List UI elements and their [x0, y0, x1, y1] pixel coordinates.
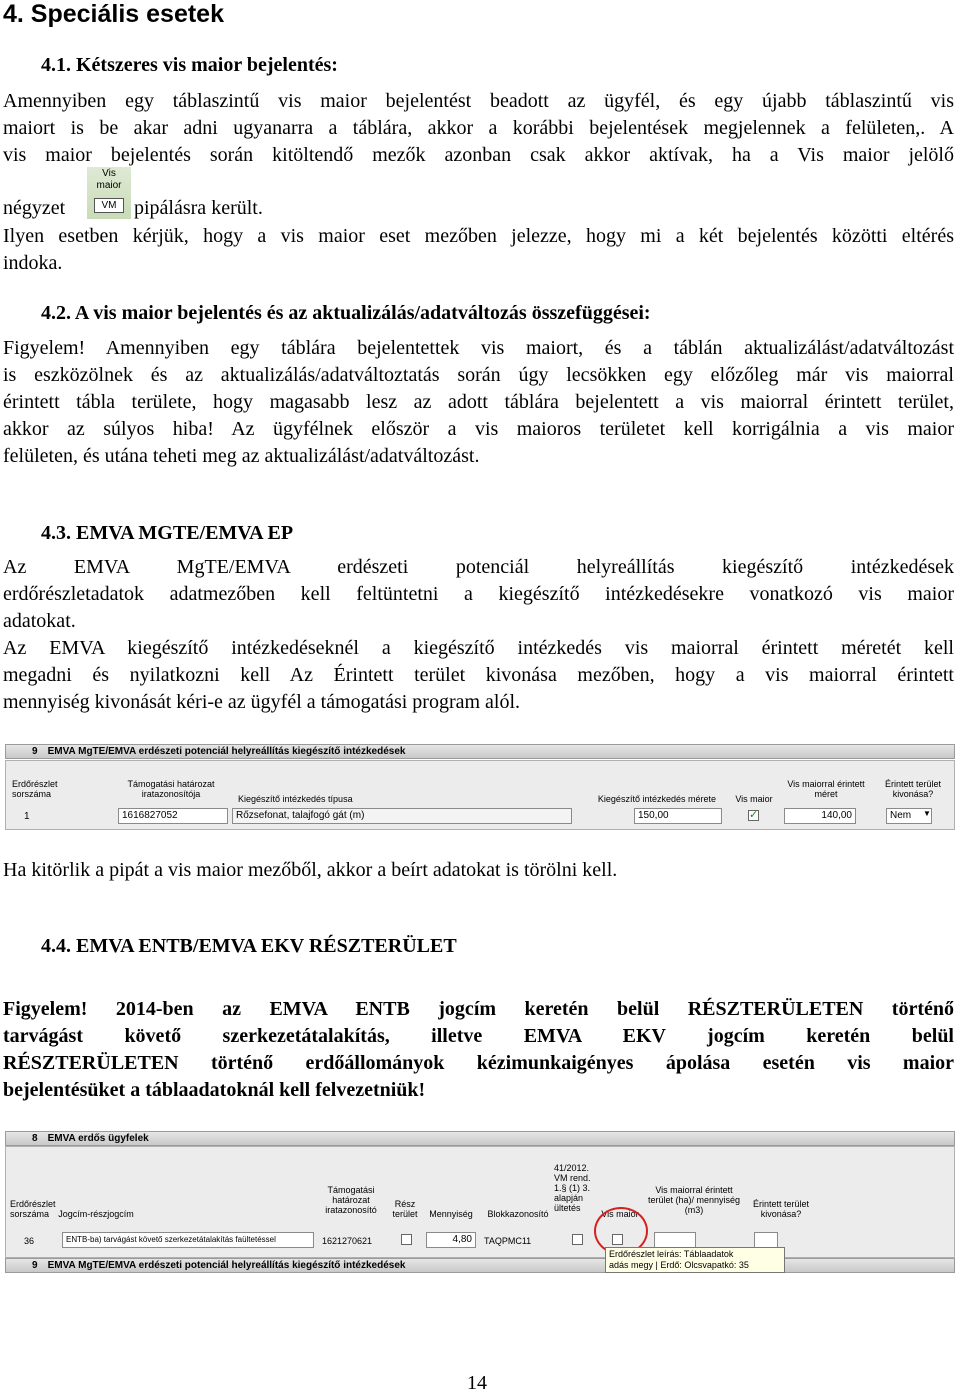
panel-header-bar — [5, 1258, 955, 1273]
text-line: mennyiség kivonását kéri-e az ügyfél a támogatási program alól. — [3, 691, 521, 713]
screenshot-emva-erdos-panel — [5, 1131, 955, 1275]
kivonas-select[interactable] — [754, 1232, 778, 1248]
text-line: Az EMVA kiegészítő intézkedéseknél a kiegészítő intézkedés vis maiorral érintett méretét kell — [3, 637, 954, 659]
column-header: Vis maior — [735, 794, 773, 804]
cell-irat: 1621270621 — [322, 1236, 373, 1246]
column-header: Rész terület — [392, 1199, 418, 1219]
text-line: érintett tábla területe, hogy magasabb lesz az adott táblára bejelentett a vis maiorral érintett terület, — [3, 391, 954, 413]
column-header: Támogatási határozat iratazonosító — [325, 1185, 377, 1215]
section-4-1-title: 4.1. Kétszeres vis maior bejelentés: — [41, 54, 338, 76]
column-header: Vis maior — [601, 1209, 639, 1219]
column-header: Vis maiorral érintett terület (ha)/ mennyiség (m3) — [647, 1185, 741, 1215]
section-4-1-paragraph — [3, 88, 954, 169]
note-text: Ha kitörlik a pipát a vis maior mezőből, akkor a beírt adatokat is törölni kell. — [3, 859, 618, 881]
panel-number: 8 — [32, 1133, 38, 1144]
panel-table — [5, 1146, 955, 1258]
column-header: Érintett terület kivonása? — [752, 1199, 810, 1219]
panel-header-bar — [5, 744, 955, 759]
panel-number: 9 — [32, 746, 38, 757]
section-4-2-title: 4.2. A vis maior bejelentés és az aktualizálás/adatváltozás összefüggései: — [41, 302, 651, 324]
column-header: Kiegészítő intézkedés mérete — [597, 794, 716, 804]
section-4-3-paragraph — [3, 554, 954, 716]
column-header: Erdőrészlet sorszáma — [10, 1199, 56, 1219]
text-line: Az EMVA MgTE/EMVA erdészeti potenciál helyreállítás kiegészítő intézkedések — [3, 556, 954, 578]
panel-title: EMVA MgTE/EMVA erdészeti potenciál helyreállítás kiegészítő intézkedések — [47, 746, 406, 757]
vis-maior-terulet-field[interactable] — [654, 1232, 696, 1248]
text-line: maiort is be akar adni ugyanarra a táblára, akkor a korábbi bejelentések megjelennek a felületen,. A — [3, 117, 954, 139]
panel-table — [5, 760, 955, 830]
column-header: Jogcím-részjogcím — [58, 1209, 134, 1219]
text-line: Amennyiben egy táblaszintű vis maior bejelentést beadott az ügyfél, és egy újabb táblaszintű vis — [3, 90, 954, 112]
column-header: Erdőrészlet sorszáma — [12, 779, 58, 799]
cell-blokk: TAQPMC11 — [484, 1236, 532, 1246]
section-4-1-paragraph-2 — [3, 223, 954, 277]
text-line: pipálásra került. — [134, 197, 263, 219]
column-header: Kiegészítő intézkedés típusa — [238, 794, 353, 804]
tooltip-line: Erdőrészlet leírás: Táblaadatok — [609, 1249, 734, 1259]
section-4-4-paragraph — [3, 996, 954, 1104]
jogcim-field[interactable]: ENTB-ba) tarvágást követő szerkezetátalakítás faültetéssel — [62, 1232, 314, 1248]
mennyiseg-field[interactable]: 4,80 — [426, 1232, 476, 1248]
text-line: RÉSZTERÜLETEN történő erdőállományok kézimunkaigényes ápolása esetén vis maior — [3, 1052, 954, 1074]
text-line: megadni és nyilatkozni kell Az Érintett terület kivonása mezőben, hogy a vis maiorral érintett — [3, 664, 954, 686]
cell-sorszam: 1 — [24, 811, 30, 822]
kiegeszito-tipus-field[interactable]: Rőzsefonat, talajfogó gát (m) — [232, 808, 572, 824]
vis-maior-checkbox-icon — [87, 167, 131, 219]
section-4-2-paragraph — [3, 335, 954, 470]
icon-box-label: VM — [94, 198, 124, 213]
page-number: 14 — [467, 1372, 487, 1394]
tooltip-line: adás megy | Erdő: Olcsvapatkó: 35 — [609, 1260, 749, 1270]
panel-title: EMVA MgTE/EMVA erdészeti potenciál helyreállítás kiegészítő intézkedések — [47, 1260, 406, 1271]
text-line: is eszközölnek és az aktualizálás/adatváltoztatás során úgy lecsökken egy előzőleg már vis maiorral — [3, 364, 954, 386]
kivonas-select[interactable]: Nem — [886, 808, 932, 824]
text-line: Ilyen esetben kérjük, hogy a vis maior eset mezőben jelezze, hogy mi a két bejelentés közötti eltérés — [3, 225, 954, 247]
icon-label: maior — [96, 180, 122, 191]
panel-header-bar — [5, 1131, 955, 1146]
column-header: Érintett terület kivonása? — [884, 779, 942, 799]
cell-sorszam: 36 — [24, 1236, 35, 1246]
panel-title: EMVA erdős ügyfelek — [47, 1133, 149, 1144]
text-line: tarvágást követő szerkezetátalakítás, illetve EMVA EKV jogcím keretén belül — [3, 1025, 954, 1047]
vis-maior-meret-field[interactable]: 140,00 — [784, 808, 856, 824]
ultetes-checkbox[interactable] — [572, 1234, 583, 1245]
text-line: indoka. — [3, 252, 63, 274]
text-line: erdőrészletadatok adatmezőben kell feltüntetni a kiegészítő intézkedésekre vonatkozó vis maior — [3, 583, 954, 605]
panel-number: 9 — [32, 1260, 38, 1271]
text-line: adatokat. — [3, 610, 76, 632]
section-4-4-title: 4.4. EMVA ENTB/EMVA EKV RÉSZTERÜLET — [41, 935, 457, 957]
vis-maior-checkbox[interactable] — [748, 810, 759, 821]
chevron-down-icon: ▼ — [923, 809, 931, 818]
text-line: vis maior bejelentés során kitöltendő mezők azonban csak akkor aktívak, ha a Vis maior jelölő — [3, 144, 954, 166]
tooltip — [605, 1247, 785, 1273]
column-header: Blokkazonosító — [487, 1209, 549, 1219]
column-header: Vis maiorral érintett méret — [787, 779, 865, 799]
column-header: Támogatási határozat iratazonosítója — [127, 779, 215, 799]
text-line: bejelentésüket a táblaadatoknál kell felvezetniük! — [3, 1079, 426, 1101]
screenshot-emva-mgte-panel — [5, 744, 955, 830]
iratazonosito-field[interactable]: 1616827052 — [118, 808, 228, 824]
text-line: Figyelem! Amennyiben egy táblára bejelentettek vis maiort, és a táblán aktualizálást/adatváltozást — [3, 337, 954, 359]
column-header: Mennyiség — [429, 1209, 473, 1219]
text-line: akkor az súlyos hiba! Az ügyfélnek először a vis maioros területet kell korrigálnia a vis maior — [3, 418, 954, 440]
kiegeszito-meret-field[interactable]: 150,00 — [634, 808, 722, 824]
text-word: négyzet — [3, 197, 66, 219]
column-header: 41/2012. VM rend. 1.§ (1) 3. alapján ültetés — [554, 1163, 591, 1213]
icon-label: Vis — [102, 168, 116, 179]
text-line: felületen, és utána teheti meg az aktualizálást/adatváltozást. — [3, 445, 480, 467]
section-4-3-title: 4.3. EMVA MGTE/EMVA EP — [41, 522, 294, 544]
resz-terulet-checkbox[interactable] — [401, 1234, 412, 1245]
text-line: Figyelem! 2014-ben az EMVA ENTB jogcím keretén belül RÉSZTERÜLETEN történő — [3, 998, 954, 1020]
page-heading: 4. Speciális esetek — [3, 0, 224, 28]
